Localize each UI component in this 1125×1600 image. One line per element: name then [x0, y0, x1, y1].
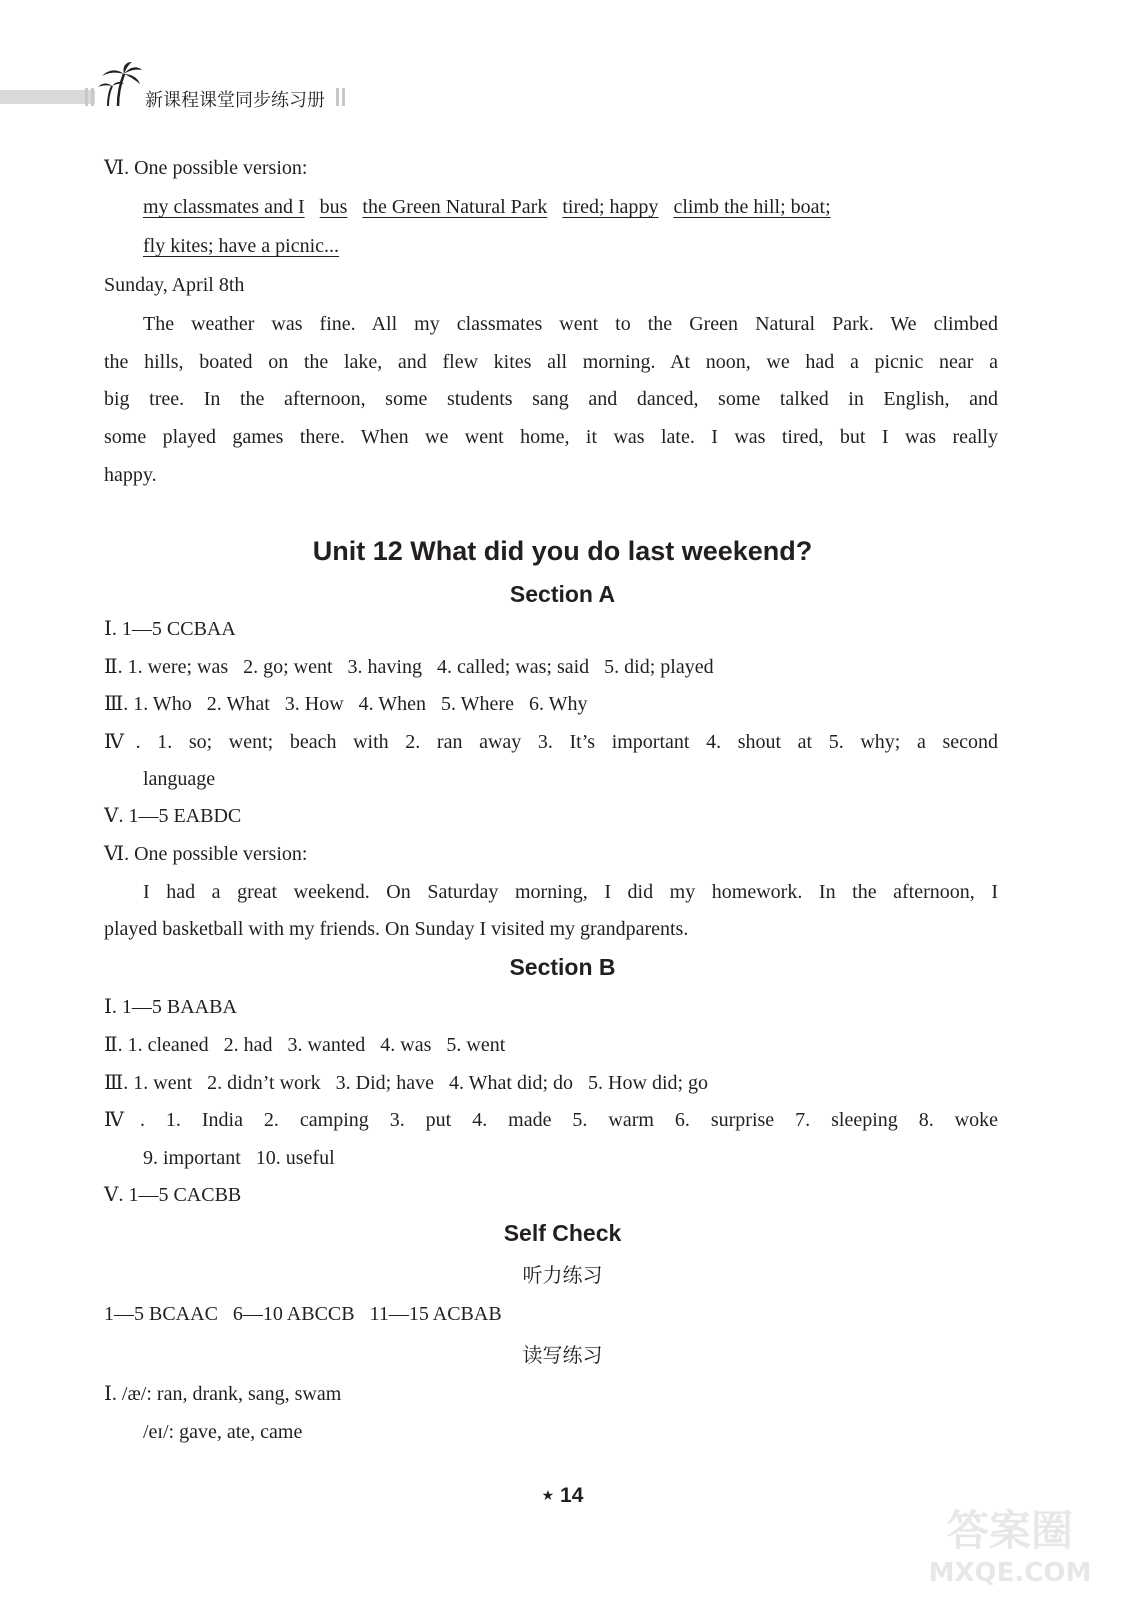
header-title: 新课程课堂同步练习册: [145, 90, 325, 111]
answer-line: Ⅱ. 1. cleaned 2. had 3. wanted 4. was 5. went: [104, 1034, 506, 1056]
answer-line: Ⅴ. 1—5 EABDC: [104, 805, 242, 827]
diary-date: Sunday, April 8th: [104, 274, 245, 296]
unit-title: Unit 12 What did you do last weekend?: [312, 536, 813, 566]
header-divider: [342, 88, 345, 106]
keyword: fly kites; have a picnic...: [143, 235, 340, 257]
answer-line: Ⅴ. 1—5 CACBB: [104, 1184, 242, 1206]
star-icon: ★: [541, 1487, 555, 1503]
answer-line: language: [143, 768, 216, 790]
answer-line: Ⅲ. 1. Who 2. What 3. How 4. When 5. Where 6. Why: [104, 693, 588, 715]
diary-line: The weather was fine. All my classmates went to the Green Natural Park. We climbed: [143, 313, 998, 335]
keyword: bus: [319, 196, 348, 218]
diary-line: some played games there. When we went home, it was late. I was tired, but I was really: [104, 426, 998, 448]
answer-line: Ⅳ. 1. India 2. camping 3. put 4. made 5. warm 6. surprise 7. sleeping 8. woke: [104, 1109, 998, 1131]
self-check-title: Self Check: [503, 1220, 622, 1246]
answer-line: Ⅰ. /æ/: ran, drank, sang, swam: [104, 1383, 342, 1405]
page-number: ★ 14: [541, 1484, 584, 1507]
answer-line: 1—5 BCAAC 6—10 ABCCB 11—15 ACBAB: [104, 1303, 502, 1325]
answer-vi-label: Ⅵ. One possible version:: [104, 157, 308, 179]
keywords-line-2: [143, 234, 339, 258]
listening-title: 听力练习: [522, 1263, 603, 1287]
diary-line: big tree. In the afternoon, some students sang and danced, some talked in English, and: [104, 388, 998, 410]
answer-line: Ⅳ. 1. so; went; beach with 2. ran away 3. It’s important 4. shout at 5. why; a second: [104, 731, 998, 753]
svg-text:答案圈: 答案圈: [946, 1506, 1074, 1555]
answer-line: Ⅰ. 1—5 CCBAA: [104, 618, 236, 640]
header-divider: [85, 88, 88, 106]
keyword: tired; happy: [562, 196, 659, 218]
keyword: my classmates and I: [143, 196, 305, 218]
essay-line: I had a great weekend. On Saturday morning, I did my homework. In the afternoon, I: [143, 881, 998, 903]
section-b-title: Section B: [509, 954, 616, 980]
header-divider: [91, 88, 94, 106]
answer-line: Ⅰ. 1—5 BAABA: [104, 996, 237, 1018]
watermark-logo: [910, 1495, 1110, 1590]
answer-line: 9. important 10. useful: [143, 1147, 335, 1169]
answer-line: Ⅵ. One possible version:: [104, 843, 308, 865]
keywords-line: [143, 195, 831, 219]
keyword: climb the hill; boat;: [673, 196, 831, 218]
keyword: the Green Natural Park: [362, 196, 548, 218]
palm-tree-icon: [96, 60, 144, 108]
diary-line: the hills, boated on the lake, and flew kites all morning. At noon, we had a picnic near a: [104, 351, 998, 373]
essay-line: played basketball with my friends. On Sunday I visited my grandparents.: [104, 918, 689, 940]
answer-line: Ⅱ. 1. were; was 2. go; went 3. having 4. called; was; said 5. did; played: [104, 656, 714, 678]
svg-text:MXQE.COM: MXQE.COM: [928, 1558, 1092, 1588]
reading-writing-title: 读写练习: [522, 1343, 603, 1367]
header-divider: [336, 88, 339, 106]
header-bar: [0, 90, 95, 104]
answer-line: Ⅲ. 1. went 2. didn’t work 3. Did; have 4. What did; do 5. How did; go: [104, 1072, 709, 1094]
section-a-title: Section A: [509, 581, 616, 607]
diary-line: happy.: [104, 464, 157, 486]
answer-line: /eɪ/: gave, ate, came: [143, 1421, 303, 1443]
